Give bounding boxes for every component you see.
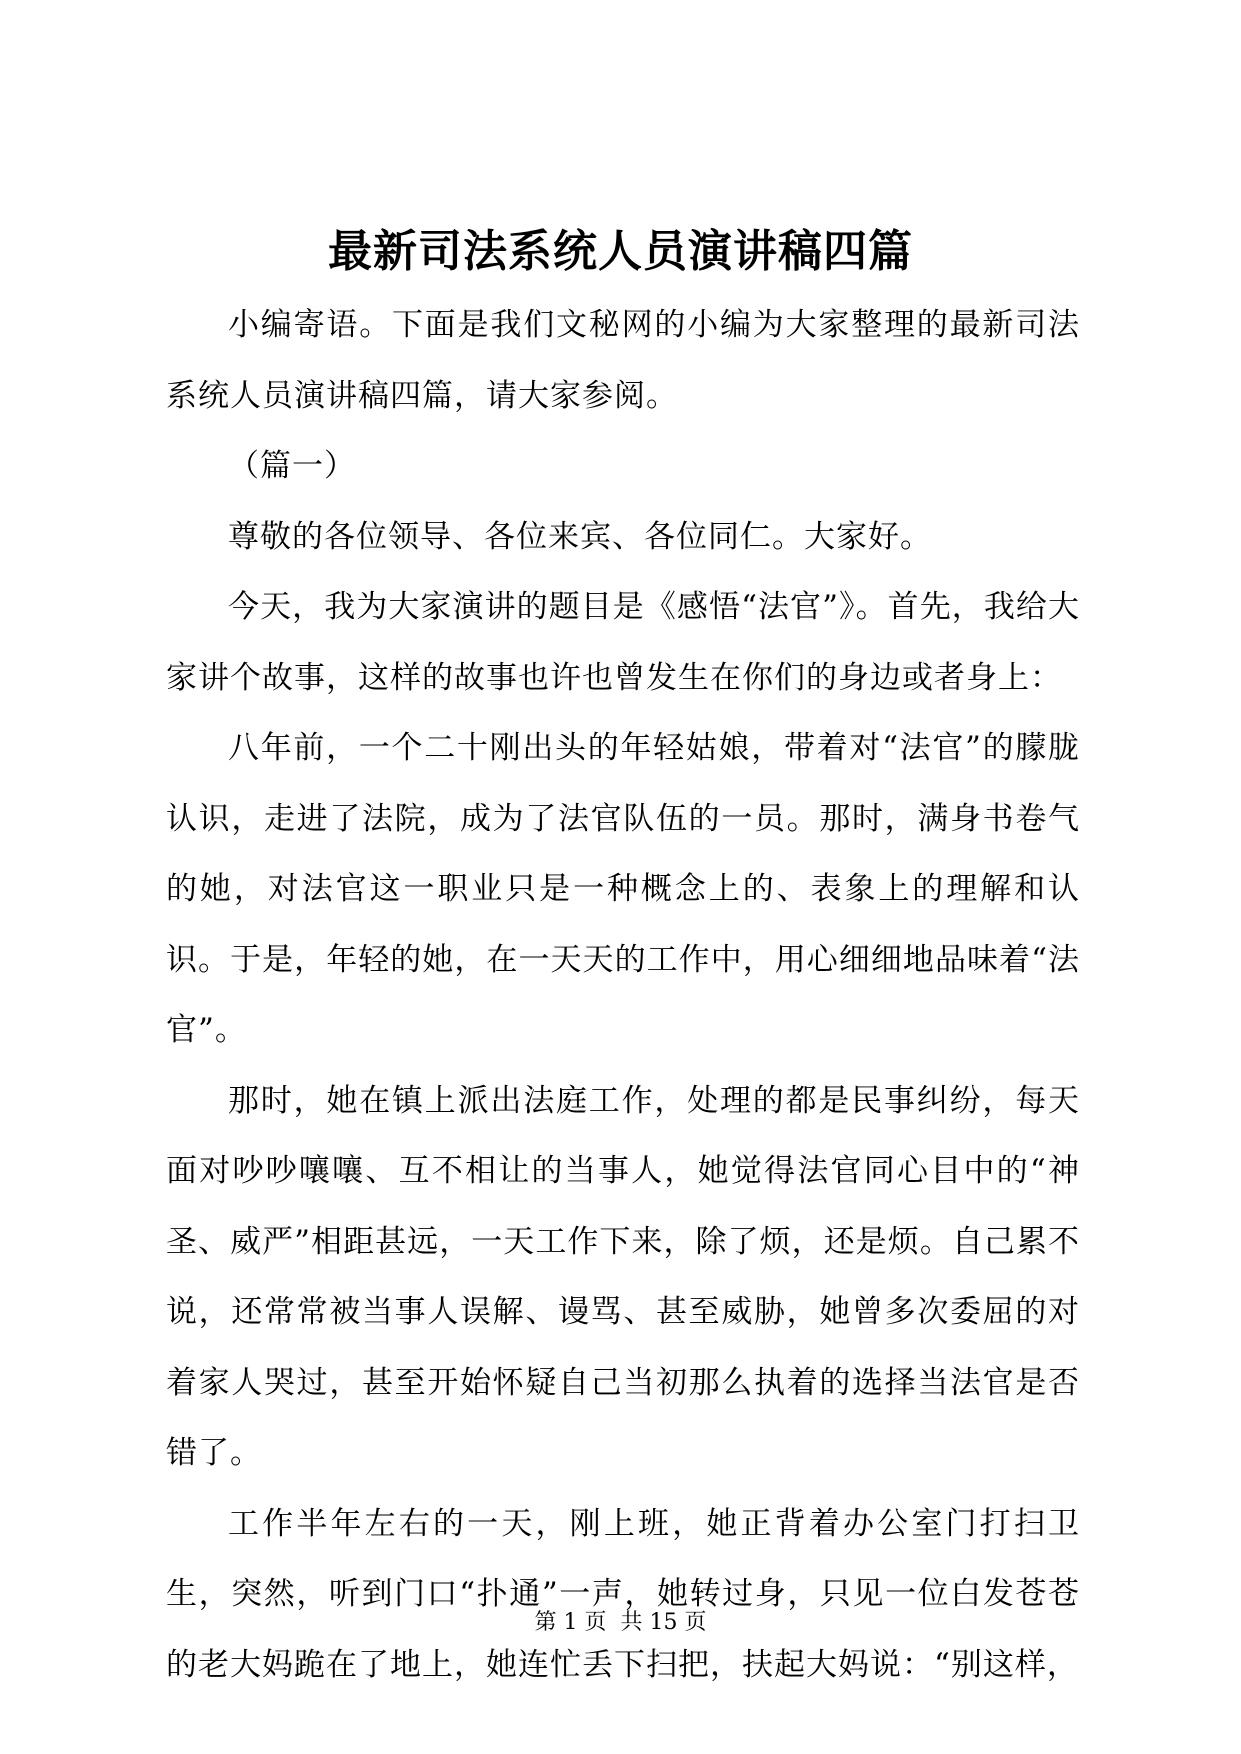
- paragraph-story-2: 那时，她在镇上派出法庭工作，处理的都是民事纠纷，每天面对吵吵嚷嚷、互不相让的当事人，她觉得法官同心目中的“神圣、威严”相距甚远，一天工作下来，除了烦，还是烦。自己累不说，还常常被当事人误解、谩骂、甚至威胁，她曾多次委屈的对着家人哭过，甚至开始怀疑自己当初那么执着的选择当法官是否错了。: [166, 1082, 1080, 1471]
- document-title: 最新司法系统人员演讲稿四篇: [328, 226, 913, 277]
- page-footer: [0, 1608, 1241, 1638]
- paragraph-intro: 小编寄语。下面是我们文秘网的小编为大家整理的最新司法系统人员演讲稿四篇，请大家参阅。: [166, 307, 1080, 414]
- paragraph-greeting: 尊敬的各位领导、各位来宾、各位同仁。大家好。: [228, 518, 932, 555]
- paragraph-section-heading: （篇一）: [228, 448, 356, 484]
- paragraph-story-3: 工作半年左右的一天，刚上班，她正背着办公室门打扫卫生，突然，听到门口“扑通”一声，她转过身，只见一位白发苍苍的老大妈跪在了地上，她连忙丢下扫把，扶起大妈说：“别这样，: [166, 1505, 1080, 1683]
- page-number: 第 1 页 共 15 页: [534, 1610, 707, 1635]
- paragraph-story-1: 八年前，一个二十刚出头的年轻姑娘，带着对“法官”的朦胧认识，走进了法院，成为了法官队伍的一员。那时，满身书卷气的她，对法官这一职业只是一种概念上的、表象上的理解和认识。于是，年轻的她，在一天天的工作中，用心细细地品味着“法官”。: [166, 730, 1080, 1048]
- document-body: [166, 290, 1080, 1700]
- paragraph-topic: 今天，我为大家演讲的题目是《感悟“法官”》。首先，我给大家讲个故事，这样的故事也许也曾发生在你们的身边或者身上：: [166, 589, 1080, 696]
